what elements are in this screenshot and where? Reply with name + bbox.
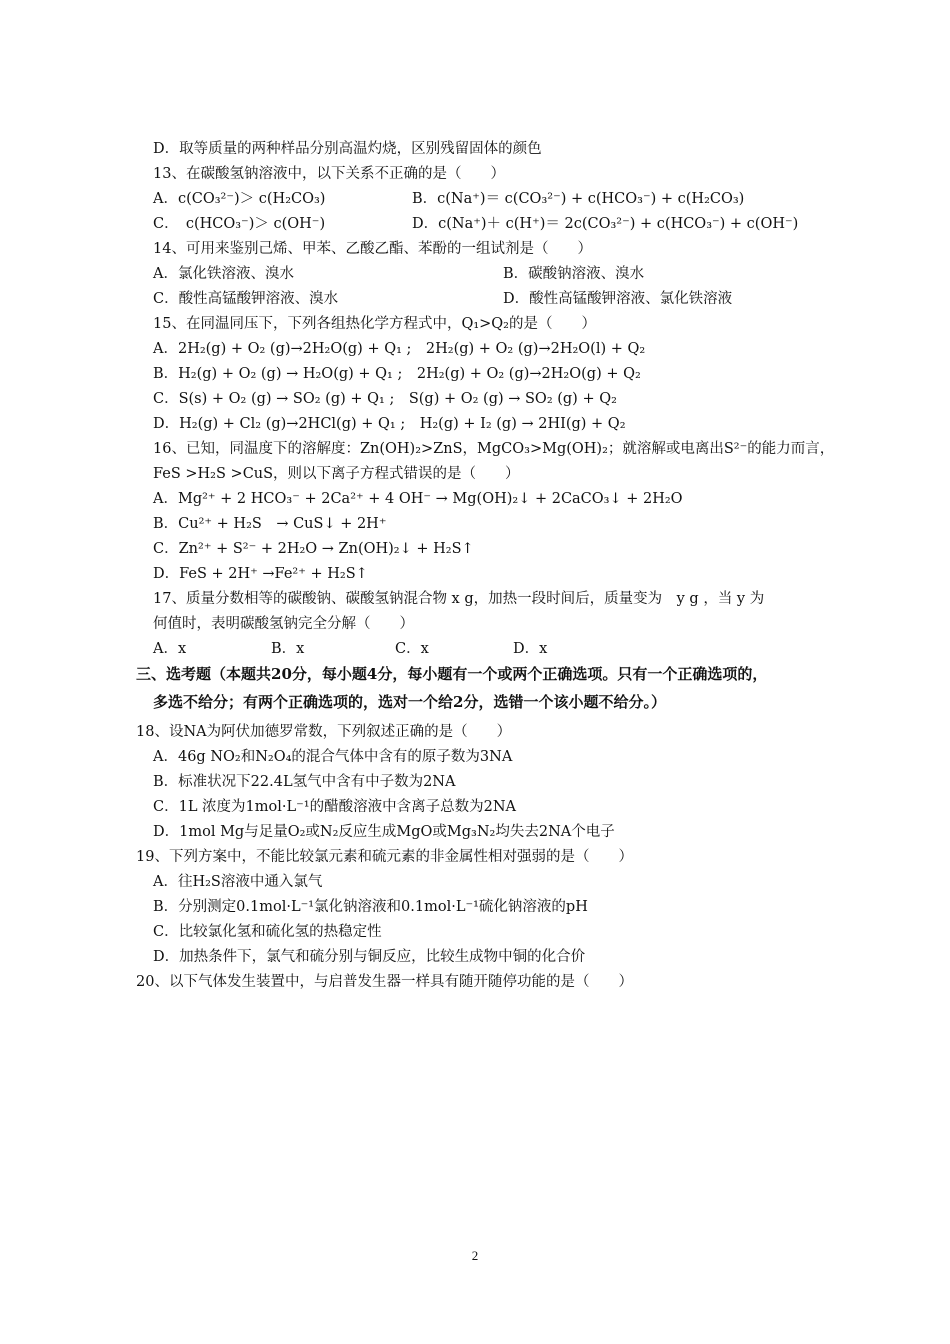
q18-option-b: B．标准状况下22.4L氢气中含有中子数为2NA [153,774,456,790]
q19-option-c: C．比较氯化氢和硫化氢的热稳定性 [153,924,382,940]
q20-stem: 20、以下气体发生装置中，与启普发生器一样具有随开随停功能的是（ ） [136,974,633,990]
q12-option-d: D．取等质量的两种样品分别高温灼烧，区别残留固体的颜色 [153,141,542,157]
section-3-heading-1: 三、选考题（本题共20分，每小题4分，每小题有一个或两个正确选项。只有一个正确选项的， [136,665,768,683]
q14-option-b: B．碳酸钠溶液、溴水 [503,266,645,282]
q13-option-c: C． c(HCO₃⁻)＞ c(OH⁻) [153,216,326,232]
q16-stem-2: FeS >H₂S >CuS，则以下离子方程式错误的是（ ） [153,466,520,482]
q17-option-b: B．x [271,641,305,657]
section-3-heading-2: 多选不给分；有两个正确选项的，选对一个给2分，选错一个该小题不给分。） [153,693,666,711]
q15-option-a: A．2H₂(g) + O₂ (g)→2H₂O(g) + Q₁ ; 2H₂(g) + O₂ (g)→2H₂O(l) + Q₂ [153,341,646,357]
q19-option-d: D．加热条件下，氯气和硫分别与铜反应，比较生成物中铜的化合价 [153,949,586,965]
q13-option-b: B．c(Na⁺)＝ c(CO₃²⁻) + c(HCO₃⁻) + c(H₂CO₃) [412,191,745,207]
q14-stem: 14、可用来鉴别己烯、甲苯、乙酸乙酯、苯酚的一组试剂是（ ） [153,241,592,257]
q16-option-b: B．Cu²⁺ + H₂S → CuS↓ + 2H⁺ [153,516,387,532]
q17-option-a: A．x [153,641,187,657]
q15-option-c: C．S(s) + O₂ (g) → SO₂ (g) + Q₁ ; S(g) + O₂ (g) → SO₂ (g) + Q₂ [153,391,617,407]
q14-option-a: A．氯化铁溶液、溴水 [153,266,294,282]
q13-option-d: D．c(Na⁺)＋ c(H⁺)＝ 2c(CO₃²⁻) + c(HCO₃⁻) + c(OH⁻) [412,216,799,232]
q18-stem: 18、设NA为阿伏加德罗常数，下列叙述正确的是（ ） [136,724,512,740]
q17-option-c: C．x [395,641,429,657]
q14-option-d: D．酸性高锰酸钾溶液、氯化铁溶液 [503,291,733,307]
q14-option-c: C．酸性高锰酸钾溶液、溴水 [153,291,339,307]
page-number: 2 [471,1248,479,1263]
q16-option-a: A．Mg²⁺ + 2 HCO₃⁻ + 2Ca²⁺ + 4 OH⁻ → Mg(OH)₂↓ + 2CaCO₃↓ + 2H₂O [153,491,683,507]
q16-stem-1: 16、已知，同温度下的溶解度：Zn(OH)₂>ZnS，MgCO₃>Mg(OH)₂；就溶解或电离出S²⁻的能力而言， [153,441,835,457]
q13-stem: 13、在碳酸氢钠溶液中，以下关系不正确的是（ ） [153,166,505,182]
q15-option-d: D．H₂(g) + Cl₂ (g)→2HCl(g) + Q₁ ; H₂(g) + I₂ (g) → 2HI(g) + Q₂ [153,416,626,432]
q17-option-d: D．x [513,641,548,657]
q18-option-a: A．46g NO₂和N₂O₄的混合气体中含有的原子数为3NA [153,749,513,765]
q15-option-b: B．H₂(g) + O₂ (g) → H₂O(g) + Q₁ ; 2H₂(g) + O₂ (g)→2H₂O(g) + Q₂ [153,366,641,382]
q17-stem-2: 何值时，表明碳酸氢钠完全分解（ ） [153,616,414,632]
q13-option-a: A．c(CO₃²⁻)＞ c(H₂CO₃) [153,191,326,207]
q16-option-c: C．Zn²⁺ + S²⁻ + 2H₂O → Zn(OH)₂↓ + H₂S↑ [153,541,474,557]
q19-stem: 19、下列方案中，不能比较氯元素和硫元素的非金属性相对强弱的是（ ） [136,849,633,865]
q18-option-d: D．1mol Mg与足量O₂或N₂反应生成MgO或Mg₃N₂均失去2NA个电子 [153,824,615,840]
q19-option-b: B．分别测定0.1mol·L⁻¹氯化钠溶液和0.1mol·L⁻¹硫化钠溶液的pH [153,899,588,915]
q19-option-a: A．往H₂S溶液中通入氯气 [153,874,323,890]
q17-stem-1: 17、质量分数相等的碳酸钠、碳酸氢钠混合物 x g，加热一段时间后，质量变为 y g ，当 y 为 [153,591,765,607]
q18-option-c: C．1L 浓度为1mol·L⁻¹的醋酸溶液中含离子总数为2NA [153,799,516,815]
q15-stem: 15、在同温同压下，下列各组热化学方程式中，Q₁>Q₂的是（ ） [153,316,596,332]
q16-option-d: D．FeS + 2H⁺ →Fe²⁺ + H₂S↑ [153,566,368,582]
